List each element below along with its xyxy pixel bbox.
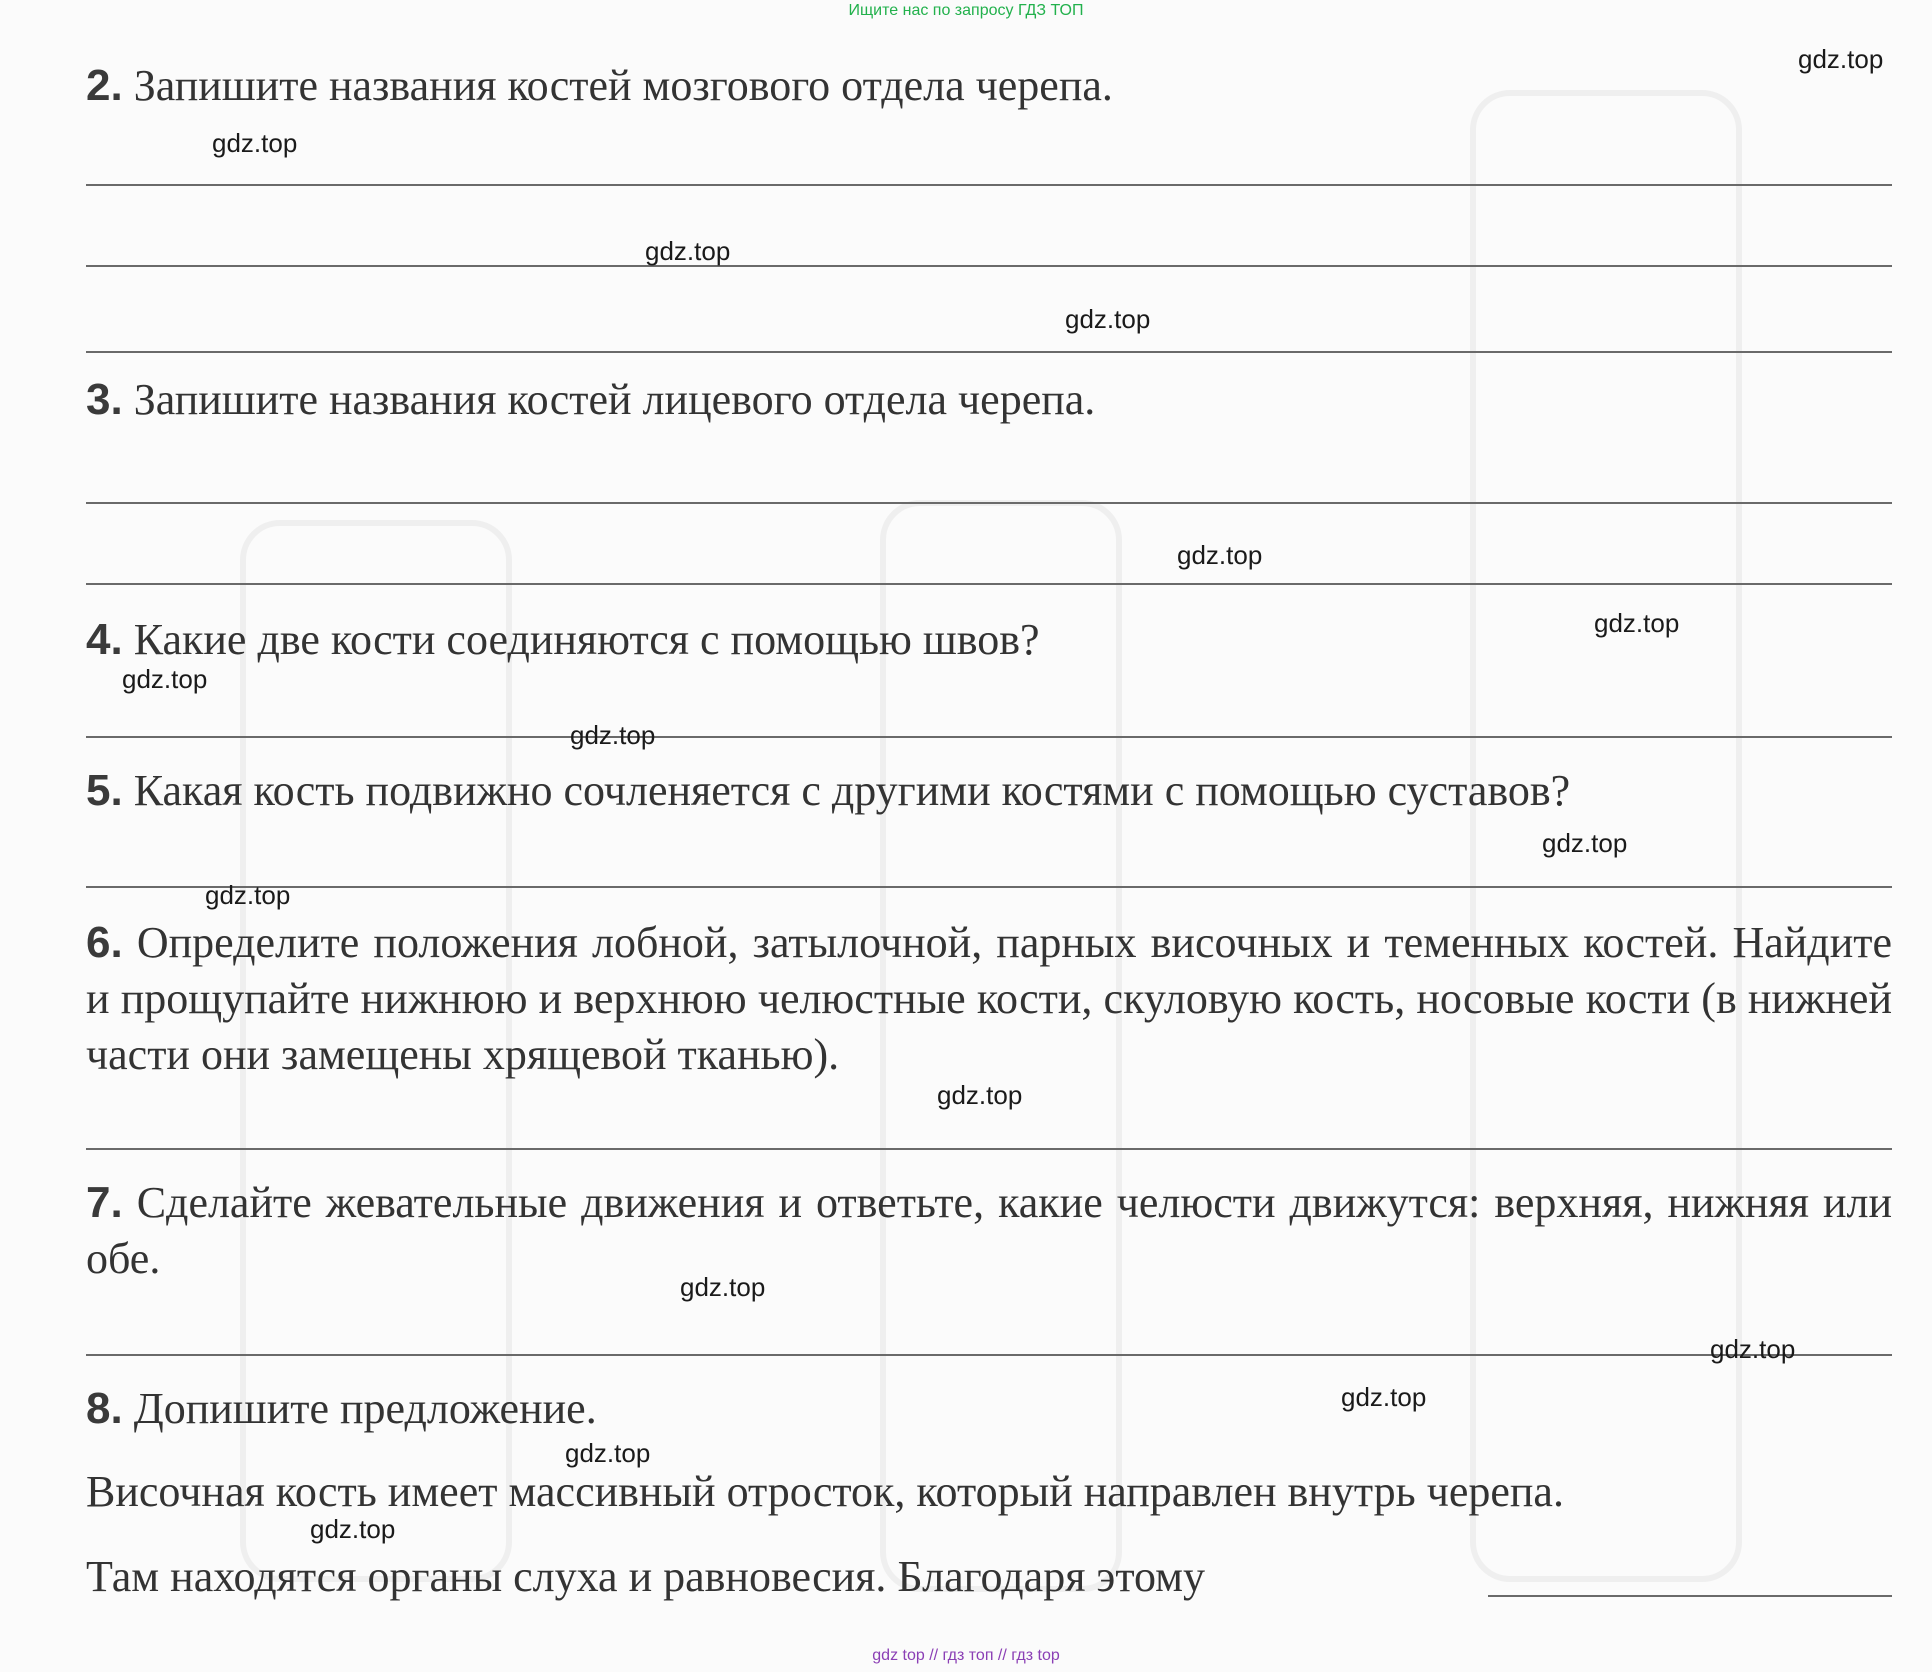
question-number: 7. <box>86 1178 123 1227</box>
watermark: gdz.top <box>1710 1334 1796 1364</box>
watermark: gdz.top <box>212 128 298 158</box>
question-text: Какая кость подвижно сочленяется с другими костями с помощью суставов? <box>133 766 1571 815</box>
question-number: 4. <box>86 615 123 664</box>
sentence-line-2: Там находятся органы слуха и равновесия. Благодаря этому <box>86 1552 1205 1601</box>
question-number: 6. <box>86 918 123 967</box>
watermark: gdz.top <box>565 1438 651 1468</box>
question-7 <box>86 1175 1892 1287</box>
question-number: 5. <box>86 766 123 815</box>
watermark: gdz.top <box>1177 540 1263 570</box>
sentence-line-1: Височная кость имеет массивный отросток, который направлен внутрь черепа. <box>86 1467 1564 1516</box>
search-banner[interactable]: Ищите нас по запросу ГДЗ ТОП <box>848 2 1084 19</box>
question-2 <box>86 58 1892 114</box>
question-text: Сделайте жевательные движения и ответьте, какие челюсти движутся: верхняя, нижняя или обе. <box>86 1178 1892 1283</box>
sentence-blank-line[interactable] <box>1488 1595 1892 1597</box>
question-number: 2. <box>86 61 123 110</box>
watermark: gdz.top <box>1798 44 1884 74</box>
watermark: gdz.top <box>680 1272 766 1302</box>
watermark: gdz.top <box>570 720 656 750</box>
answer-line[interactable] <box>86 736 1892 738</box>
question-5 <box>86 763 1892 819</box>
answer-line[interactable] <box>86 265 1892 267</box>
question-text: Допишите предложение. <box>133 1384 597 1433</box>
answer-line[interactable] <box>86 351 1892 353</box>
answer-line[interactable] <box>86 502 1892 504</box>
question-text: Запишите названия костей мозгового отдела черепа. <box>133 61 1113 110</box>
watermark: gdz.top <box>1065 304 1151 334</box>
watermark: gdz.top <box>1594 608 1680 638</box>
answer-line[interactable] <box>86 1148 1892 1150</box>
answer-line[interactable] <box>86 886 1892 888</box>
answer-line[interactable] <box>86 1354 1892 1356</box>
watermark: gdz.top <box>310 1514 396 1544</box>
question-number: 8. <box>86 1384 123 1433</box>
question-3 <box>86 372 1892 428</box>
watermark: gdz.top <box>937 1080 1023 1110</box>
answer-line[interactable] <box>86 583 1892 585</box>
question-number: 3. <box>86 375 123 424</box>
answer-line[interactable] <box>86 184 1892 186</box>
question-text: Какие две кости соединяются с помощью швов? <box>133 615 1040 664</box>
question-text: Определите положения лобной, затылочной, парных височных и теменных костей. Найдите и прощупайте нижнюю и верхнюю челюстные кости, скуловую кость, носовые кости (в нижней части они замещены хрящевой тканью). <box>86 918 1892 1079</box>
watermark: gdz.top <box>645 236 731 266</box>
watermark: gdz.top <box>122 664 208 694</box>
question-6 <box>86 915 1892 1083</box>
question-text: Запишите названия костей лицевого отдела черепа. <box>133 375 1096 424</box>
watermark: gdz.top <box>205 880 291 910</box>
question-8 <box>86 1381 1892 1437</box>
watermark: gdz.top <box>1341 1382 1427 1412</box>
footer-links[interactable]: gdz top // гдз топ // гдз top <box>872 1647 1060 1664</box>
watermark: gdz.top <box>1542 828 1628 858</box>
